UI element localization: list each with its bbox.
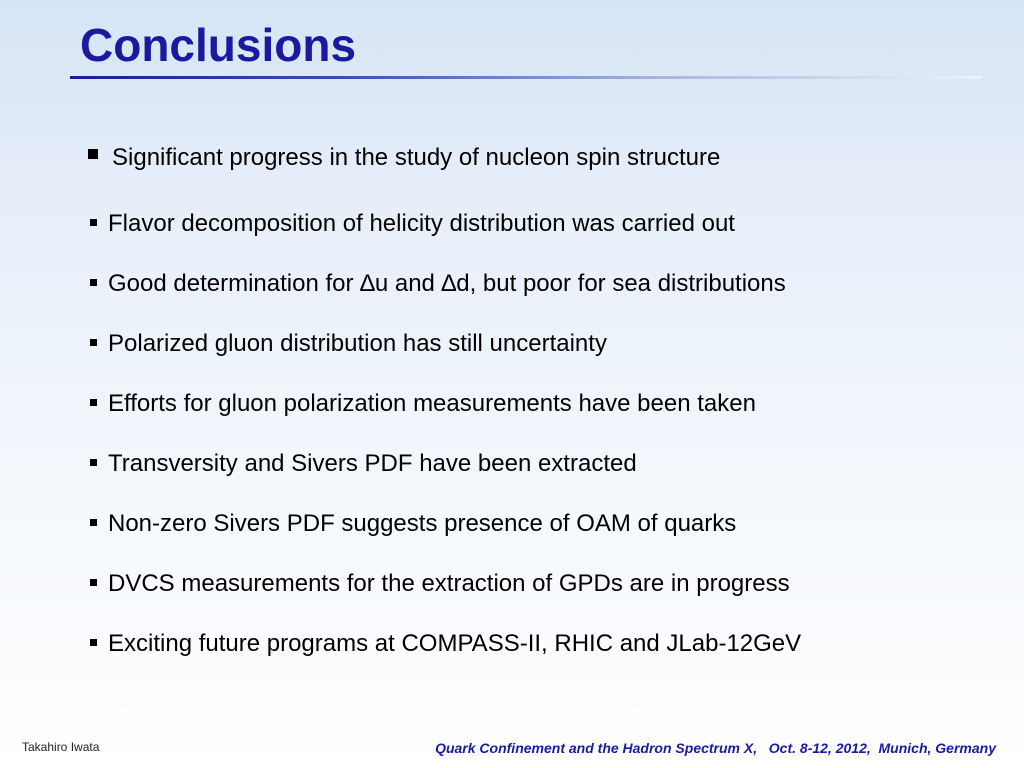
list-item-text: Good determination for ∆u and ∆d, but poor for sea distributions: [108, 270, 786, 297]
list-item: [90, 265, 801, 325]
list-item: [90, 505, 801, 565]
list-item-text: Polarized gluon distribution has still uncertainty: [108, 330, 607, 357]
slide-title: Conclusions: [80, 19, 357, 71]
list-item-text: Non-zero Sivers PDF suggests presence of OAM of quarks: [108, 510, 737, 537]
list-item-text: Transversity and Sivers PDF have been extracted: [108, 450, 637, 477]
list-item-text: Efforts for gluon polarization measurements have been taken: [108, 390, 756, 417]
author-name: Takahiro Iwata: [22, 740, 100, 754]
square-bullet-icon: [90, 219, 97, 226]
square-bullet-icon: [90, 459, 97, 466]
square-bullet-icon: [90, 639, 97, 646]
list-item-text: Exciting future programs at COMPASS-II, RHIC and JLab-12GeV: [108, 630, 802, 657]
list-item: [90, 565, 801, 625]
lead-bullet-text: Significant progress in the study of nucleon spin structure: [112, 144, 721, 171]
square-bullet-icon: [90, 279, 97, 286]
conference-footer: Quark Confinement and the Hadron Spectrum X, Oct. 8-12, 2012, Munich, Germany: [435, 740, 996, 756]
list-item-text: DVCS measurements for the extraction of GPDs are in progress: [108, 570, 790, 597]
bullet-list: [90, 205, 801, 685]
lead-bullet: [88, 144, 720, 172]
square-bullet-icon: [88, 149, 98, 159]
list-item: [90, 385, 801, 445]
list-item: [90, 205, 801, 265]
square-bullet-icon: [90, 519, 97, 526]
list-item: [90, 445, 801, 505]
list-item: [90, 325, 801, 385]
title-underline: [70, 76, 982, 79]
list-item-text: Flavor decomposition of helicity distribution was carried out: [108, 210, 735, 237]
list-item: [90, 625, 801, 685]
square-bullet-icon: [90, 579, 97, 586]
square-bullet-icon: [90, 399, 97, 406]
square-bullet-icon: [90, 339, 97, 346]
